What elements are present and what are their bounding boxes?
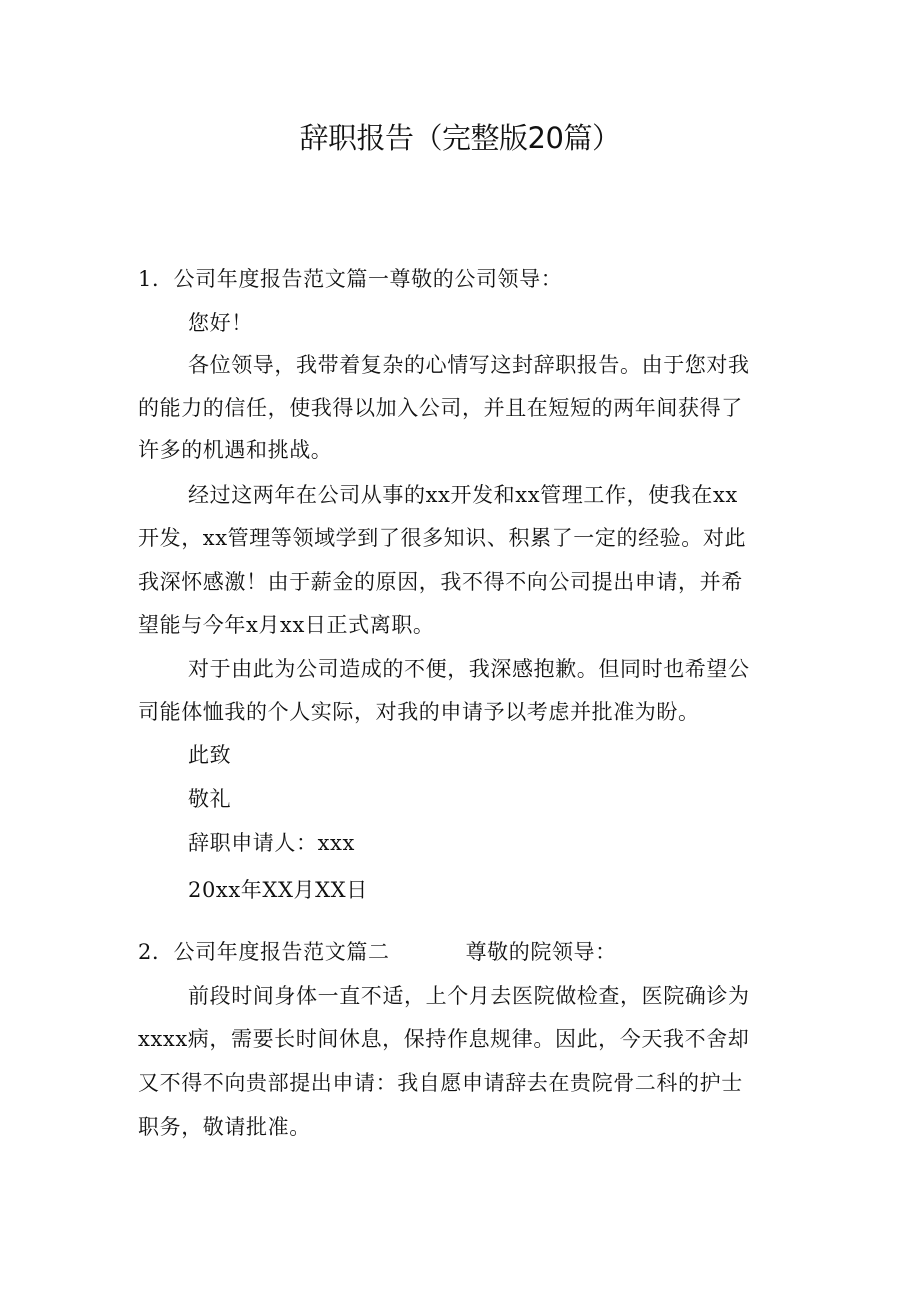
section1-para2-line1: 经过这两年在公司从事的xx开发和xx管理工作，使我在xx — [188, 483, 738, 507]
section1-para2-line3: 我深怀感激！由于薪金的原因，我不得不向公司提出申请，并希 — [138, 570, 743, 594]
section1-para1-line1: 各位领导，我带着复杂的心情写这封辞职报告。由于您对我 — [188, 353, 750, 377]
section2-para1-line1: 前段时间身体一直不适，上个月去医院做检查，医院确诊为 — [188, 984, 750, 1008]
section2-heading-title: 2．公司年度报告范文篇二 — [138, 940, 390, 964]
section1-para2-line4: 望能与今年x月xx日正式离职。 — [138, 613, 435, 637]
section1-signature: 辞职申请人：xxx — [188, 831, 355, 855]
section2-heading — [138, 935, 788, 969]
section1-date: 20xx年XX月XX日 — [188, 878, 368, 902]
section2-para1-line2: xxxx病，需要长时间休息，保持作息规律。因此，今天我不舍却 — [138, 1027, 750, 1051]
section1-closing-1: 此致 — [188, 743, 232, 767]
document-title: 辞职报告（完整版20篇） — [299, 121, 621, 155]
section1-heading: 1．公司年度报告范文篇一尊敬的公司领导： — [138, 267, 563, 291]
section1-closing-2: 敬礼 — [188, 787, 232, 811]
section2-para1-line4: 职务，敬请批准。 — [138, 1115, 311, 1139]
section1-para3-line2: 司能体恤我的个人实际，对我的申请予以考虑并批准为盼。 — [138, 700, 700, 724]
section1-greeting: 您好！ — [188, 311, 253, 335]
section1-para1-line3: 许多的机遇和挑战。 — [138, 438, 333, 462]
section1-para3-line1: 对于由此为公司造成的不便，我深感抱歉。但同时也希望公 — [188, 657, 750, 681]
section1-para2-line2: 开发，xx管理等领域学到了很多知识、积累了一定的经验。对此 — [138, 526, 747, 550]
section1-para1-line2: 的能力的信任，使我得以加入公司，并且在短短的两年间获得了 — [138, 396, 743, 420]
section2-para1-line3: 又不得不向贵部提出申请：我自愿申请辞去在贵院骨二科的护士 — [138, 1071, 743, 1095]
section2-heading-salutation: 尊敬的院领导： — [465, 940, 617, 964]
